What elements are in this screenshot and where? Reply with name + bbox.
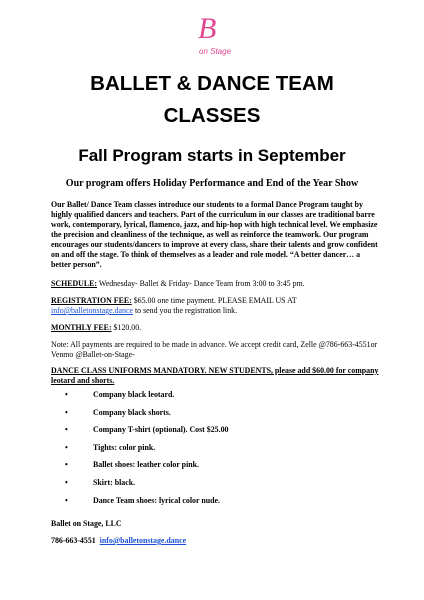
list-item [51,425,228,443]
list-item [51,443,228,461]
monthly-fee-text: $120.00. [111,323,142,332]
registration-paragraph [51,296,379,316]
bullet: • [65,460,68,470]
list-item-text: Skirt: black. [93,477,136,487]
schedule-label: SCHEDULE: [51,279,98,288]
list-item [51,408,228,426]
footer-company: Ballet on Stage, LLC [51,519,122,528]
logo-monogram: B [198,12,217,45]
footer-phone: 786-663-4551 [51,536,96,545]
footer-contact [51,536,186,545]
list-item [51,390,228,408]
monthly-fee-line [51,323,379,333]
logo-subtitle: on Stage [198,47,232,56]
intro-paragraph: Our Ballet/ Dance Team classes introduce our students to a formal Dance Program taught by highly qualified dancers and teachers. Part of the curriculum in our classes are traditional barre work, contemporary, lyrical, flamenco, jazz, and hip-hop with high technical level. We emphasize the precision and cleanliness of the technique, as well as reinforce the teamwork. Our program encourages our students/dancers to improve at every class, share their talents and grow confident on and off the stage. To think of themselves as a leader and role model. “A better dancer… a better person”. [51,200,378,269]
registration-email-link[interactable]: info@balletonstage.dance [51,306,133,315]
registration-label: REGISTRATION FEE: [51,296,132,305]
uniform-items-list [51,390,228,513]
intro-heading: Our program offers Holiday Performance and End of the Year Show [65,178,359,189]
footer-email-link[interactable]: info@balletonstage.dance [99,536,187,545]
list-item-text: Tights: color pink. [93,442,156,452]
monthly-fee-label: MONTHLY FEE: [51,323,112,332]
list-item [51,478,228,496]
payment-note: Note: All payments are required to be made in advance. We accept credit card, Zelle @786-663-4551or Venmo @Ballet-on-Stage- [51,340,378,359]
list-item [51,496,228,514]
bullet: • [65,407,68,417]
list-item-text: Company T-shirt (optional). Cost $25.00 [93,425,229,435]
registration-text: $65.00 one time payment. PLEASE EMAIL US AT [131,296,297,305]
page-title-line2: CLASSES [163,104,261,127]
schedule-text: Wednesday- Ballet & Friday- Dance Team from 3:00 to 3:45 pm. [97,279,305,288]
registration-after: to send you the registration link. [132,306,238,315]
ballet-on-stage-logo [188,12,238,62]
bullet: • [65,495,68,505]
bullet: • [65,477,68,487]
schedule-line [51,279,379,289]
page-subtitle: Fall Program starts in September [78,146,346,165]
list-item-text: Dance Team shoes: lyrical color nude. [93,495,220,505]
bullet: • [65,390,68,399]
list-item-text: Company black shorts. [93,407,171,417]
uniforms-notice: DANCE CLASS UNIFORMS MANDATORY. NEW STUDENTS, please add $60.00 for company leotard and shorts. [51,366,379,385]
list-item-text: Ballet shoes: leather color pink. [93,460,200,470]
bullet: • [65,425,68,435]
list-item [51,460,228,478]
list-item-text: Company black leotard. [93,390,175,399]
bullet: • [65,442,68,452]
page-title-line1: BALLET & DANCE TEAM [90,72,334,95]
